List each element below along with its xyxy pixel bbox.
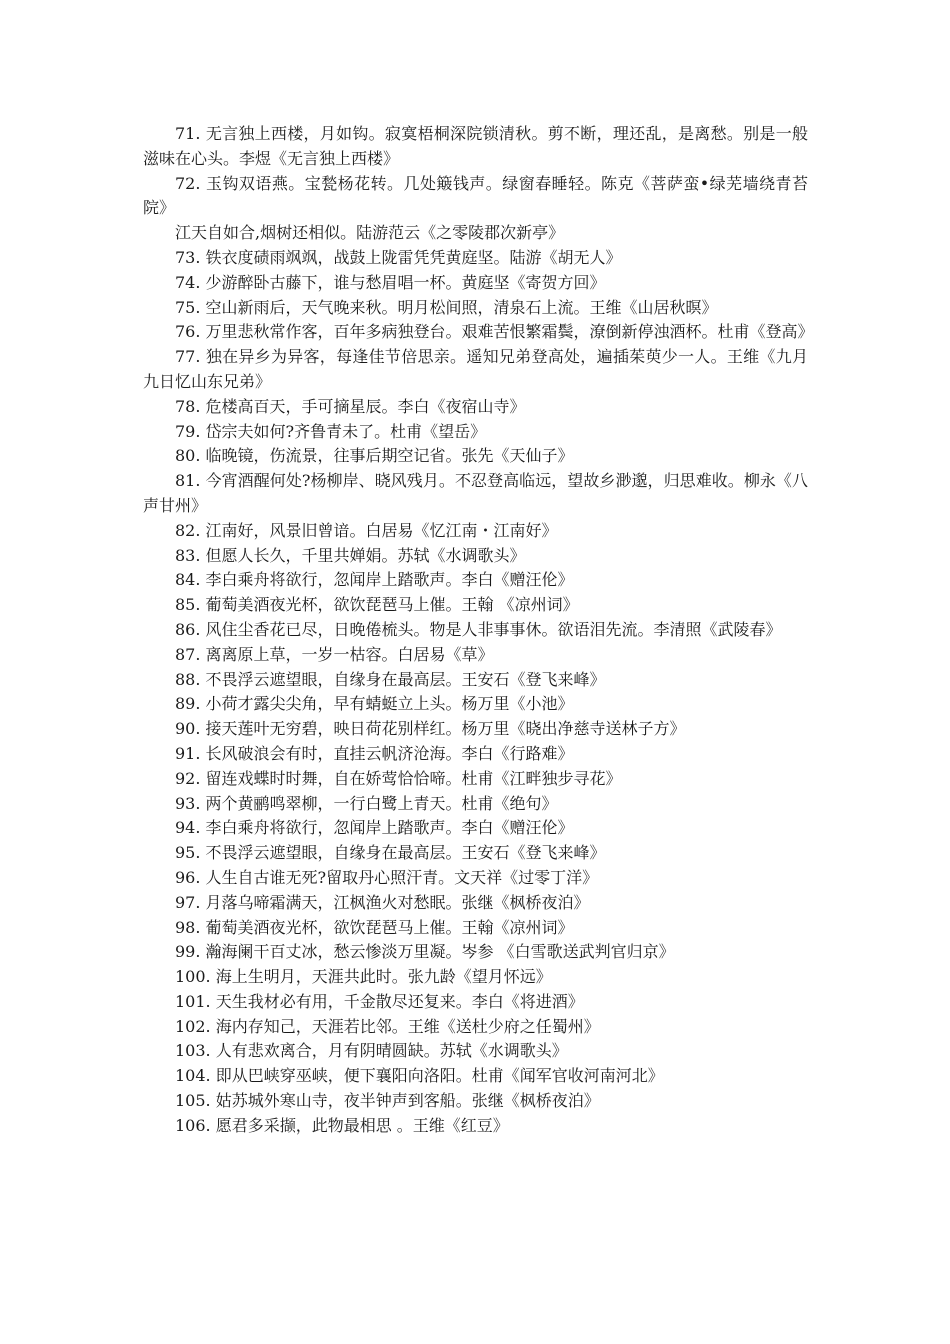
poem-line-77: 77. 独在异乡为异客，每逢佳节倍思亲。遥知兄弟登高处，遍插茱萸少一人。王维《九月九日忆山东兄弟》 (143, 347, 808, 391)
poem-line-80: 80. 临晚镜，伤流景，往事后期空记省。张先《天仙子》 (175, 446, 574, 466)
poem-line-72: 72. 玉钩双语燕。宝甃杨花转。几处簸钱声。绿窗春睡轻。陈克《菩萨蛮•绿芜墙绕青苔院》 (143, 173, 808, 218)
poem-line-71: 71. 无言独上西楼，月如钩。寂寞梧桐深院锁清秋。剪不断，理还乱，是离愁。别是一般滋味在心头。李煜《无言独上西楼》 (143, 124, 808, 168)
poem-line-98: 98. 葡萄美酒夜光杯，欲饮琵琶马上催。王翰《凉州词》 (175, 917, 574, 937)
poem-line-95: 95. 不畏浮云遮望眼，自缘身在最高层。王安石《登飞来峰》 (175, 843, 606, 863)
poem-line-76: 76. 万里悲秋常作客，百年多病独登台。艰难苦恨繁霜鬓，潦倒新停浊酒杯。杜甫《登高》 (175, 322, 814, 342)
poem-line-73: 73. 铁衣度碛雨飒飒，战鼓上陇雷凭凭黄庭坚。陆游《胡无人》 (175, 247, 622, 267)
poem-line-102: 102. 海内存知己，天涯若比邻。王维《送杜少府之任蜀州》 (175, 1016, 600, 1036)
poem-line-75: 75. 空山新雨后，天气晚来秋。明月松间照，清泉石上流。王维《山居秋暝》 (175, 297, 718, 317)
poem-line-99: 99. 瀚海阑干百丈冰，愁云惨淡万里凝。岑参 《白雪歌送武判官归京》 (175, 942, 675, 962)
poem-line-90: 90. 接天莲叶无穷碧，映日荷花别样红。杨万里《晓出净慈寺送林子方》 (175, 719, 686, 739)
poem-line-101: 101. 天生我材必有用，千金散尽还复来。李白《将进酒》 (175, 991, 584, 1011)
poem-line-78: 78. 危楼高百天，手可摘星辰。李白《夜宿山寺》 (175, 396, 526, 416)
poem-line-87: 87. 离离原上草，一岁一枯容。白居易《草》 (175, 644, 494, 664)
poem-line-88: 88. 不畏浮云遮望眼，自缘身在最高层。王安石《登飞来峰》 (175, 669, 606, 689)
poem-line-81: 81. 今宵酒醒何处?杨柳岸、晓风残月。不忍登高临远，望故乡渺邈，归思难收。柳永《八声甘州》 (143, 471, 808, 515)
poem-line-105: 105. 姑苏城外寒山寺，夜半钟声到客船。张继《枫桥夜泊》 (175, 1091, 600, 1111)
poem-line-96: 96. 人生自古谁无死?留取丹心照汗青。文天祥《过零丁洋》 (175, 867, 599, 887)
poem-line-89: 89. 小荷才露尖尖角，早有蜻蜓立上头。杨万里《小池》 (175, 694, 574, 714)
poem-line-85: 85. 葡萄美酒夜光杯，欲饮琵琶马上催。王翰 《凉州词》 (175, 595, 579, 615)
poem-line-79: 79. 岱宗夫如何?齐鲁青未了。杜甫《望岳》 (175, 421, 487, 441)
poem-line-82: 82. 江南好，风景旧曾谙。白居易《忆江南・江南好》 (175, 520, 558, 540)
poem-line-83: 83. 但愿人长久，千里共婵娟。苏轼《水调歌头》 (175, 545, 526, 565)
poem-line-92: 92. 留连戏蝶时时舞，自在娇莺恰恰啼。杜甫《江畔独步寻花》 (175, 768, 622, 788)
poem-line-104: 104. 即从巴峡穿巫峡，便下襄阳向洛阳。杜甫《闻军官收河南河北》 (175, 1066, 664, 1086)
poem-line-93: 93. 两个黄鹂鸣翠柳，一行白鹭上青天。杜甫《绝句》 (175, 793, 558, 813)
poem-line-94: 94. 李白乘舟将欲行，忽闻岸上踏歌声。李白《赠汪伦》 (175, 818, 574, 838)
poem-line-106: 106. 愿君多采撷，此物最相思 。王维《红豆》 (175, 1115, 509, 1135)
poem-line-72-continued: 江天自如合,烟树还相似。陆游范云《之零陵郡次新亭》 (175, 223, 565, 243)
poem-line-84: 84. 李白乘舟将欲行，忽闻岸上踏歌声。李白《赠汪伦》 (175, 570, 574, 590)
poem-line-103: 103. 人有悲欢离合，月有阴晴圆缺。苏轼《水调歌头》 (175, 1041, 568, 1061)
poem-line-91: 91. 长风破浪会有时，直挂云帆济沧海。李白《行路难》 (175, 743, 574, 763)
poem-line-100: 100. 海上生明月，天涯共此时。张九龄《望月怀远》 (175, 967, 552, 987)
poem-line-86: 86. 风住尘香花已尽，日晚倦梳头。物是人非事事休。欲语泪先流。李清照《武陵春》 (175, 619, 782, 639)
document-page (143, 122, 814, 1139)
poem-line-74: 74. 少游醉卧古藤下，谁与愁眉唱一杯。黄庭坚《寄贺方回》 (175, 272, 606, 292)
poem-line-97: 97. 月落乌啼霜满天，江枫渔火对愁眠。张继《枫桥夜泊》 (175, 892, 590, 912)
